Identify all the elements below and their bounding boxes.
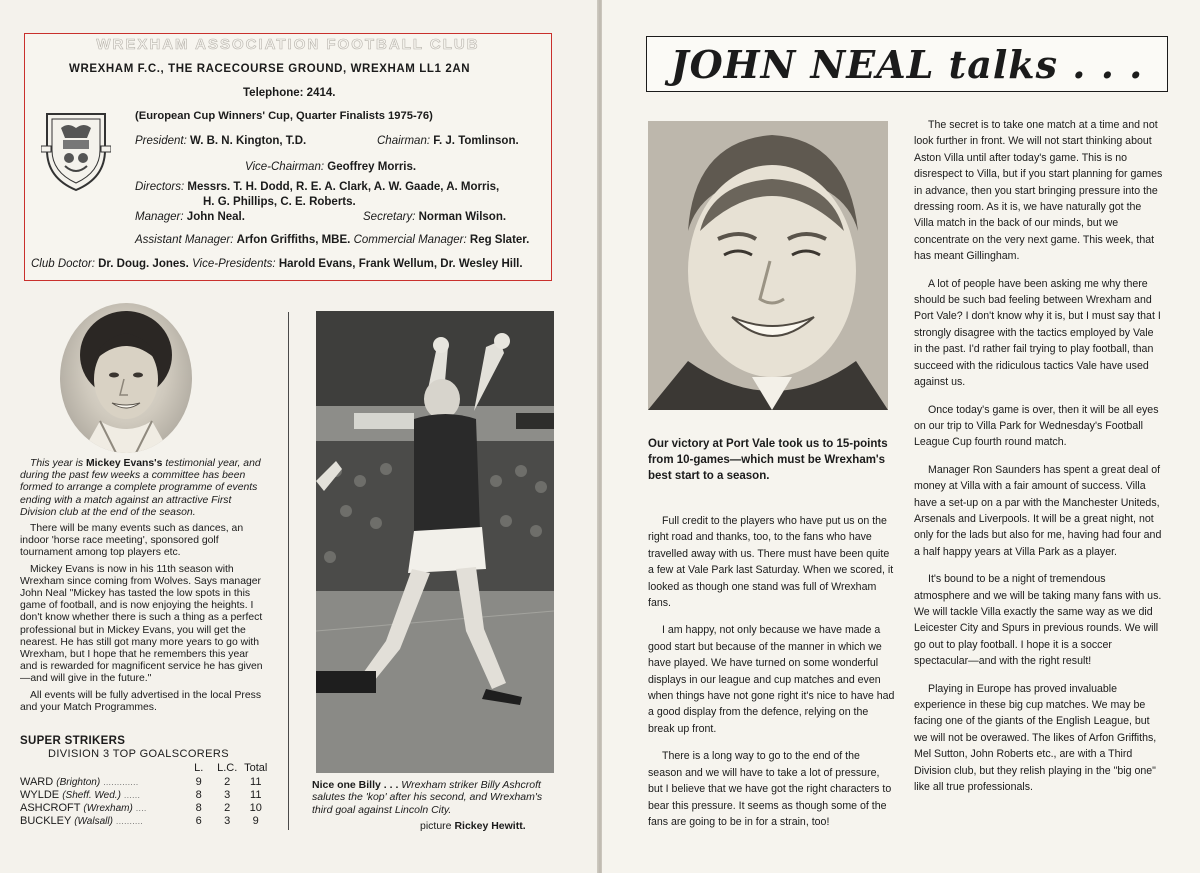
mickey-evans-photo (60, 303, 192, 453)
player-club: (Walsall) (74, 815, 113, 827)
article-paragraph: Playing in Europe has proved invaluable experience in these big cup matches. We may be facing one of the giants of the English League, but we will not be overawed. The likes of Arfon Griffiths, Mel Sutton, John Roberts etc., are with a Third Division club, but they relish playing in the "big one" like all true professionals. (914, 682, 1157, 794)
left-page (0, 0, 598, 873)
player-club: (Brighton) (56, 776, 101, 788)
john-neal-photo (648, 121, 888, 410)
article-lead: Our victory at Port Vale took us to 15-points from 10-games—which must be Wrexham's best start to a season. (648, 438, 888, 482)
mickey-name: Mickey Evans's (86, 458, 163, 469)
player-name: WARD (20, 775, 54, 788)
doctor-vp-line (31, 258, 523, 270)
column-divider (288, 312, 289, 830)
col-league-cup: L.C. (217, 762, 238, 774)
chairman-name: F. J. Tomlinson. (433, 135, 519, 147)
assistant-name: Arfon Griffiths, MBE. (236, 234, 351, 246)
cup-goals: 3 (224, 788, 231, 801)
mickey-paragraph-1 (20, 458, 268, 519)
super-strikers-table (20, 735, 270, 827)
player-name: ASHCROFT (20, 801, 81, 814)
club-crest-icon (41, 108, 111, 194)
credit-label: picture (420, 820, 455, 832)
player-name: WYLDE (20, 788, 60, 801)
table-row: WARD (Brighton) ............. 9 2 11 (20, 775, 270, 788)
table-row: ASHCROFT (Wrexham) .... 8 2 10 (20, 801, 270, 814)
president-name: W. B. N. Kington, T.D. (189, 135, 307, 147)
secretary-line (363, 211, 506, 223)
billy-caption-lead: Nice one Billy . . . (312, 779, 399, 791)
goalscorers-table (20, 761, 270, 827)
john-neal-portrait-icon (648, 121, 888, 410)
club-address: WREXHAM F.C., THE RACECOURSE GROUND, WREXHAM LL1 2AN (69, 63, 471, 75)
right-page (602, 0, 1200, 873)
commercial-label: Commercial Manager: (353, 234, 467, 246)
article-paragraph: A lot of people have been asking me why there should be such bad feeling between Wrexham and Port Vale? I don't know why it is, but I must say that I strongly disagree with the tactics employed by Vale in the past. I'd rather fail trying to play football, than succeed with the ridiculous tactics Vale have used against us. (914, 277, 1161, 389)
club-info-box (24, 33, 552, 281)
strikers-subtitle: DIVISION 3 TOP GOALSCORERS (48, 748, 229, 760)
photo-credit (420, 820, 526, 832)
article-paragraph: Full credit to the players who have put us on the right road and thanks, too, to the fans who have travelled away with us. There must have been quite a few at Vale Park last Saturday. When we scored, it looked as though one stand was full of Wrexham fans. (648, 515, 894, 610)
article-paragraph: The secret is to take one match at a time and not look further in front. We will not start thinking about Aston Villa until after today's game. This is no disrespect to Villa, but if you start planning for games in advance, then you start bringing pressure into the dressing room. As it is, we have naturally got the Villa match in the back of our minds, but we concentrate on the very next game. This week, that has meant Gillingham. (914, 119, 1163, 263)
club-ghost-heading: WREXHAM ASSOCIATION FOOTBALL CLUB (96, 36, 480, 53)
article-paragraph: I am happy, not only because we have made a good start but because of the manner in which we have played. We have turned on some wonderful displays in our league and cup matches and even when things have not gone right it's nice to have had a good display from the defence, relying on the break up front. (648, 624, 895, 735)
assistant-commercial-line (135, 234, 529, 246)
article-column-1 (648, 513, 896, 841)
vp-names: Harold Evans, Frank Wellum, Dr. Wesley Hill. (278, 258, 523, 270)
article-paragraph: It's bound to be a night of tremendous atmosphere and we will be taking many fans with us. We will tackle Villa exactly the same way as we did Leicester City and Spurs in previous rounds. We will go out to play football. I hope it is a soccer spectacular—and with the right result! (914, 573, 1162, 668)
league-goals: 8 (195, 801, 202, 814)
celebrating-player-icon (316, 311, 554, 773)
chairman-line (377, 135, 519, 147)
billy-ashcroft-photo (316, 311, 554, 773)
table-header-row (20, 761, 270, 775)
table-row: BUCKLEY (Walsall) .......... 6 3 9 (20, 814, 270, 827)
table-row: WYLDE (Sheff. Wed.) ...... 8 3 11 (20, 788, 270, 801)
col-league: L. (194, 762, 204, 774)
total-goals: 10 (249, 801, 262, 814)
article-title-box (646, 36, 1168, 92)
directors-label: Directors: (135, 181, 185, 193)
cup-goals: 2 (224, 775, 231, 788)
league-goals: 6 (195, 814, 202, 827)
total-goals: 11 (250, 788, 262, 801)
cup-goals: 2 (224, 801, 231, 814)
mickey-portrait-icon (60, 303, 192, 453)
billy-caption (312, 779, 558, 816)
photographer-name: Rickey Hewitt. (454, 820, 526, 832)
player-club: (Wrexham) (83, 802, 133, 814)
player-name: BUCKLEY (20, 814, 72, 827)
president-label: President: (135, 135, 187, 147)
mickey-evans-article (20, 458, 268, 718)
doctor-label: Club Doctor: (31, 258, 95, 270)
article-paragraph: There is a long way to go to the end of the season and we will have to take a lot of pressure, but I believe that we have got the right characters to bear this pressure. It seems as though some of the fans are going to be in for a strain, too! (648, 750, 892, 828)
article-paragraph: Manager Ron Saunders has spent a great deal of money at Villa with a fair amount of success. Villa have a set-up on a par with the Manchester Uniteds, Arsenals and Liverpools. It will be a great night, not only for the lads but also for me, having had four and a half happy years at Villa Park as a player. (914, 463, 1162, 558)
directors-line-2 (203, 196, 356, 208)
commercial-name: Reg Slater. (469, 234, 530, 246)
mickey-paragraph-2: There will be many events such as dances, an indoor 'horse race meeting', sponsored golf tournament among top players etc. (20, 523, 244, 559)
club-honours: (European Cup Winners' Cup, Quarter Finalists 1975-76) (135, 110, 433, 122)
mickey-p1-start: This year is (30, 458, 87, 469)
strikers-title: SUPER STRIKERS (20, 735, 126, 747)
league-goals: 8 (195, 788, 202, 801)
manager-label: Manager: (135, 211, 184, 223)
article-title: JOHN NEAL talks . . . (670, 42, 1144, 87)
mickey-p1-end: testimonial year, and during the past few weeks a committee has been formed to arrange a complete programme of events ending with a match against an attractive First Division club at the end of the season. (20, 458, 261, 518)
mickey-paragraph-3: Mickey Evans is now in his 11th season with Wrexham since coming from Wolves. Says manager John Neal "Mickey has tasted the low spots in this game of football, and is now enjoying the heights. I don't know whether there is such a thing as a perfect professional but in Mickey Evans, you will get the nearest. He has still got many more years to go with Wrexham, but I hope that he remembers this year and is rewarded for magnificent service he has given—and will give in the future." (20, 563, 263, 685)
assistant-label: Assistant Manager: (135, 234, 234, 246)
vice-chairman-line (245, 161, 416, 173)
doctor-name: Dr. Doug. Jones. (98, 258, 189, 270)
article-paragraph: Once today's game is over, then it will be all eyes on our trip to Villa Park for Wednesday's Football League Cup fourth round match. (914, 403, 1159, 449)
directors-names-2: H. G. Phillips, C. E. Roberts. (203, 196, 356, 208)
mickey-paragraph-4: All events will be fully advertised in the local Press and your Match Programmes. (20, 689, 262, 713)
chairman-label: Chairman: (377, 135, 431, 147)
total-goals: 11 (250, 775, 262, 788)
billy-caption-text: Wrexham striker Billy Ashcroft salutes the 'kop' after his second, and Wrexham's third goal against Lincoln City. (312, 779, 543, 816)
article-column-2 (914, 117, 1164, 806)
secretary-name: Norman Wilson. (418, 211, 507, 223)
manager-line (135, 211, 245, 223)
total-goals: 9 (252, 814, 259, 827)
vice-chairman-name: Geoffrey Morris. (327, 161, 417, 173)
club-telephone: Telephone: 2414. (243, 87, 336, 99)
player-club: (Sheff. Wed.) (62, 789, 121, 801)
secretary-label: Secretary: (363, 211, 416, 223)
league-goals: 9 (195, 775, 202, 788)
vice-chairman-label: Vice-Chairman: (245, 161, 325, 173)
col-total: Total (244, 762, 268, 774)
cup-goals: 3 (224, 814, 231, 827)
president-line (135, 135, 306, 147)
directors-line (135, 181, 499, 193)
vp-label: Vice-Presidents: (192, 258, 276, 270)
directors-names-1: Messrs. T. H. Dodd, R. E. A. Clark, A. W. Gaade, A. Morris, (187, 181, 500, 193)
manager-name: John Neal. (186, 211, 245, 223)
